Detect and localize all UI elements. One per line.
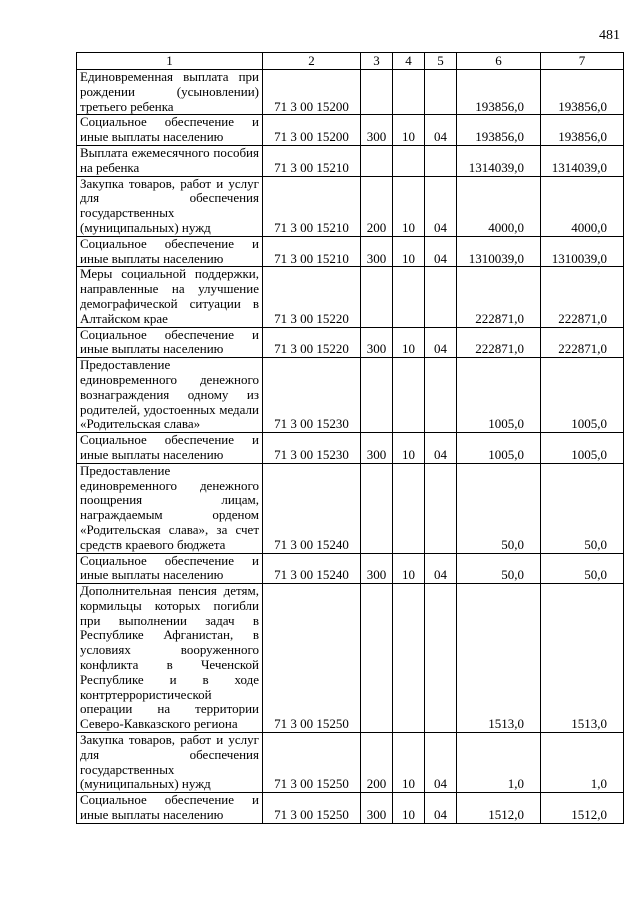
table-row xyxy=(77,358,624,433)
expense-type-code: 300 xyxy=(361,327,393,358)
target-article-code: 71 3 00 15230 xyxy=(263,358,361,433)
amount-year-2: 1005,0 xyxy=(541,358,624,433)
section-code: 10 xyxy=(393,176,425,236)
table-row xyxy=(77,267,624,327)
target-article-code: 71 3 00 15240 xyxy=(263,553,361,584)
section-code: 10 xyxy=(393,327,425,358)
amount-year-2: 1314039,0 xyxy=(541,145,624,176)
expense-type-code: 300 xyxy=(361,793,393,824)
amount-year-2: 222871,0 xyxy=(541,267,624,327)
column-header: 1 xyxy=(77,53,263,70)
target-article-code: 71 3 00 15220 xyxy=(263,267,361,327)
subsection-code xyxy=(425,267,457,327)
section-code: 10 xyxy=(393,553,425,584)
expense-name: Единовременная выплата при рождении (усыновлении) третьего ребенка xyxy=(77,70,263,115)
amount-year-1: 193856,0 xyxy=(457,70,541,115)
target-article-code: 71 3 00 15250 xyxy=(263,584,361,733)
amount-year-1: 1005,0 xyxy=(457,433,541,464)
expense-name: Социальное обеспечение и иные выплаты населению xyxy=(77,793,263,824)
table-row xyxy=(77,70,624,115)
target-article-code: 71 3 00 15210 xyxy=(263,236,361,267)
target-article-code: 71 3 00 15200 xyxy=(263,70,361,115)
table-row xyxy=(77,145,624,176)
column-header: 6 xyxy=(457,53,541,70)
table-row xyxy=(77,176,624,236)
table-row xyxy=(77,584,624,733)
section-code: 10 xyxy=(393,236,425,267)
amount-year-2: 193856,0 xyxy=(541,115,624,146)
column-header: 4 xyxy=(393,53,425,70)
expense-name: Социальное обеспечение и иные выплаты населению xyxy=(77,433,263,464)
subsection-code: 04 xyxy=(425,327,457,358)
amount-year-1: 222871,0 xyxy=(457,267,541,327)
amount-year-2: 222871,0 xyxy=(541,327,624,358)
table-row xyxy=(77,115,624,146)
expense-type-code xyxy=(361,358,393,433)
expense-name: Меры социальной поддержки, направленные на улучшение демографической ситуации в Алтайском крае xyxy=(77,267,263,327)
amount-year-1: 1512,0 xyxy=(457,793,541,824)
section-code xyxy=(393,267,425,327)
column-header: 3 xyxy=(361,53,393,70)
subsection-code: 04 xyxy=(425,733,457,793)
column-header-row xyxy=(77,53,624,70)
target-article-code: 71 3 00 15220 xyxy=(263,327,361,358)
subsection-code xyxy=(425,584,457,733)
expense-name: Предоставление единовременного денежного поощрения лицам, награждаемым орденом «Родительская слава», за счет средств краевого бюджета xyxy=(77,463,263,553)
target-article-code: 71 3 00 15230 xyxy=(263,433,361,464)
amount-year-2: 1512,0 xyxy=(541,793,624,824)
subsection-code: 04 xyxy=(425,433,457,464)
expense-type-code: 200 xyxy=(361,733,393,793)
amount-year-2: 193856,0 xyxy=(541,70,624,115)
amount-year-1: 1513,0 xyxy=(457,584,541,733)
amount-year-1: 1314039,0 xyxy=(457,145,541,176)
amount-year-1: 193856,0 xyxy=(457,115,541,146)
expense-name: Социальное обеспечение и иные выплаты населению xyxy=(77,553,263,584)
target-article-code: 71 3 00 15210 xyxy=(263,176,361,236)
budget-table xyxy=(76,52,624,824)
subsection-code xyxy=(425,70,457,115)
section-code: 10 xyxy=(393,115,425,146)
expense-type-code xyxy=(361,267,393,327)
section-code: 10 xyxy=(393,733,425,793)
amount-year-1: 50,0 xyxy=(457,553,541,584)
section-code xyxy=(393,463,425,553)
expense-type-code: 300 xyxy=(361,115,393,146)
amount-year-2: 1005,0 xyxy=(541,433,624,464)
table-row xyxy=(77,433,624,464)
table-row xyxy=(77,327,624,358)
amount-year-2: 1,0 xyxy=(541,733,624,793)
subsection-code: 04 xyxy=(425,793,457,824)
table-row xyxy=(77,793,624,824)
amount-year-2: 1310039,0 xyxy=(541,236,624,267)
column-header: 7 xyxy=(541,53,624,70)
amount-year-2: 50,0 xyxy=(541,463,624,553)
amount-year-1: 50,0 xyxy=(457,463,541,553)
target-article-code: 71 3 00 15200 xyxy=(263,115,361,146)
table-row xyxy=(77,553,624,584)
amount-year-1: 1310039,0 xyxy=(457,236,541,267)
expense-type-code: 300 xyxy=(361,236,393,267)
section-code xyxy=(393,584,425,733)
table-row xyxy=(77,463,624,553)
section-code xyxy=(393,70,425,115)
expense-type-code: 300 xyxy=(361,553,393,584)
expense-type-code xyxy=(361,145,393,176)
subsection-code xyxy=(425,358,457,433)
amount-year-1: 1005,0 xyxy=(457,358,541,433)
section-code: 10 xyxy=(393,433,425,464)
column-header: 2 xyxy=(263,53,361,70)
subsection-code: 04 xyxy=(425,115,457,146)
section-code xyxy=(393,145,425,176)
target-article-code: 71 3 00 15210 xyxy=(263,145,361,176)
table-row xyxy=(77,236,624,267)
page-number: 481 xyxy=(599,28,620,43)
expense-name: Закупка товаров, работ и услуг для обеспечения государственных (муниципальных) нужд xyxy=(77,733,263,793)
expense-type-code xyxy=(361,70,393,115)
section-code xyxy=(393,358,425,433)
expense-name: Предоставление единовременного денежного вознаграждения одному из родителей, удостоенных медали «Родительская слава» xyxy=(77,358,263,433)
subsection-code: 04 xyxy=(425,553,457,584)
expense-name: Закупка товаров, работ и услуг для обеспечения государственных (муниципальных) нужд xyxy=(77,176,263,236)
amount-year-2: 1513,0 xyxy=(541,584,624,733)
amount-year-1: 4000,0 xyxy=(457,176,541,236)
section-code: 10 xyxy=(393,793,425,824)
subsection-code xyxy=(425,145,457,176)
expense-name: Социальное обеспечение и иные выплаты населению xyxy=(77,327,263,358)
expense-name: Дополнительная пенсия детям, кормильцы которых погибли при выполнении задач в Республике Афганистан, в условиях вооруженного конфликта в Чеченской Республике и в ходе контртеррористической операции на территории Северо-Кавказского региона xyxy=(77,584,263,733)
amount-year-2: 4000,0 xyxy=(541,176,624,236)
expense-type-code xyxy=(361,463,393,553)
expense-name: Социальное обеспечение и иные выплаты населению xyxy=(77,236,263,267)
table-row xyxy=(77,733,624,793)
expense-name: Социальное обеспечение и иные выплаты населению xyxy=(77,115,263,146)
expense-type-code: 300 xyxy=(361,433,393,464)
amount-year-2: 50,0 xyxy=(541,553,624,584)
expense-type-code: 200 xyxy=(361,176,393,236)
expense-type-code xyxy=(361,584,393,733)
target-article-code: 71 3 00 15240 xyxy=(263,463,361,553)
target-article-code: 71 3 00 15250 xyxy=(263,793,361,824)
amount-year-1: 1,0 xyxy=(457,733,541,793)
subsection-code: 04 xyxy=(425,236,457,267)
target-article-code: 71 3 00 15250 xyxy=(263,733,361,793)
subsection-code: 04 xyxy=(425,176,457,236)
expense-name: Выплата ежемесячного пособия на ребенка xyxy=(77,145,263,176)
amount-year-1: 222871,0 xyxy=(457,327,541,358)
column-header: 5 xyxy=(425,53,457,70)
subsection-code xyxy=(425,463,457,553)
